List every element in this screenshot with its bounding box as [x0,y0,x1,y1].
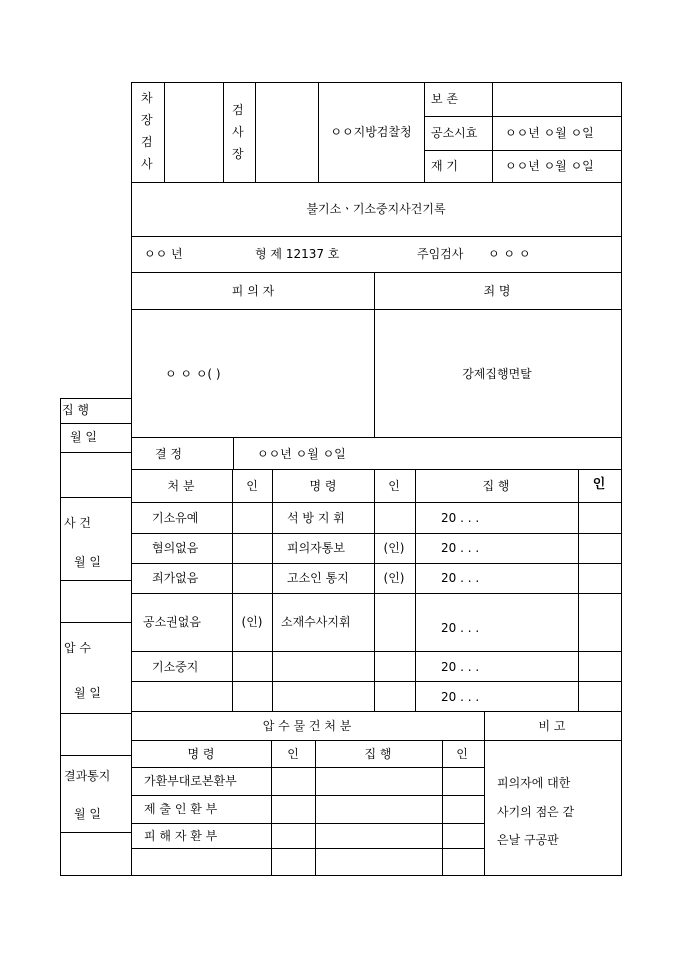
suspect-name: ㅇ ㅇ ㅇ( ) [165,367,221,381]
prosecutor-label-1: 검 [232,103,244,117]
remarks-line-3: 은날 구공판 [497,833,559,847]
date-row-4[interactable]: 20 . . . [441,621,480,635]
chief-label-2: 장 [141,113,153,127]
disposition-row-3: 죄가없음 [152,571,199,585]
side-result-notice: 결과통지 [64,769,111,783]
seal-header-1: 인 [246,479,258,493]
side-case: 사 건 [64,516,91,530]
prescription-label: 공소시효 [431,126,478,140]
order-seal-row-3[interactable]: (인) [383,571,405,585]
order-row-2: 피의자통보 [287,541,345,555]
disposition-row-5: 기소중지 [152,660,199,674]
office-name: ㅇㅇ지방검찰청 [330,125,412,139]
remarks-header: 비 고 [538,719,566,733]
chief-label-4: 사 [141,157,153,171]
prosecutor-label-2: 사 [232,125,244,139]
decision-label: 결 정 [155,447,182,461]
order-header: 명 령 [309,479,337,493]
disposition-header: 처 분 [167,479,195,493]
date-row-6[interactable]: 20 . . . [441,690,480,704]
seized-seal-header-1: 인 [287,747,299,761]
date-row-2[interactable]: 20 . . . [441,541,480,555]
case-year: ㅇㅇ 년 [144,247,183,261]
seized-seal-header-2: 인 [456,747,468,761]
order-seal-row-2[interactable]: (인) [383,541,405,555]
execution-header: 집 행 [482,479,510,493]
order-row-1: 석 방 지 휘 [287,511,345,525]
seized-order-header: 명 령 [187,747,215,761]
order-row-3: 고소인 통지 [287,571,349,585]
order-row-4: 소재수사지휘 [281,615,351,629]
prosecutor-in-charge-name: ㅇ ㅇ ㅇ [488,247,531,261]
seal-header-3: 인 [592,477,606,492]
form-title: 불기소ㆍ기소중지사건기록 [306,202,446,216]
suspect-header: 피 의 자 [231,284,275,298]
seized-row-1: 가환부대로본환부 [144,774,237,788]
decision-date: ㅇㅇ년 ㅇ월 ㅇ일 [257,447,346,461]
seized-execution-header: 집 행 [364,747,392,761]
prosecutor-label-3: 장 [232,147,244,161]
chief-label-3: 검 [141,135,153,149]
side-execution: 집 행 [62,403,89,417]
side-month-day-4: 월 일 [74,807,101,821]
disposition-row-4: 공소권없음 [143,615,201,629]
reopen-value[interactable]: ㅇㅇ년 ㅇ월 ㅇ일 [505,159,594,173]
crime-value: 강제집행면탈 [462,367,532,381]
remarks-line-2: 사기의 점은 같 [497,805,575,819]
seal-row-4[interactable]: (인) [241,615,263,629]
case-number: 형 제 12137 호 [255,247,340,261]
chief-sign-box[interactable] [165,83,223,182]
seal-header-2: 인 [388,479,400,493]
seized-row-2: 제 출 인 환 부 [144,802,218,816]
prosecutor-sign-box[interactable] [256,83,318,182]
disposition-row-2: 혐의없음 [152,541,199,555]
date-row-5[interactable]: 20 . . . [441,660,480,674]
seized-row-3: 피 해 자 환 부 [144,829,218,843]
crime-header: 죄 명 [483,284,511,298]
remarks-line-1: 피의자에 대한 [497,776,571,790]
date-row-1[interactable]: 20 . . . [441,511,480,525]
prosecutor-in-charge-label: 주임검사 [417,247,464,261]
prescription-value[interactable]: ㅇㅇ년 ㅇ월 ㅇ일 [505,126,594,140]
side-month-day-2: 월 일 [74,555,101,569]
side-month-day-1: 월 일 [70,430,97,444]
side-month-day-3: 월 일 [74,686,101,700]
seized-title: 압 수 물 건 처 분 [262,719,352,733]
retention-label: 보 존 [431,92,458,106]
reopen-label: 재 기 [431,159,458,173]
side-seizure: 압 수 [64,641,91,655]
date-row-3[interactable]: 20 . . . [441,571,480,585]
disposition-row-1: 기소유예 [152,511,199,525]
chief-label-1: 차 [141,91,153,105]
